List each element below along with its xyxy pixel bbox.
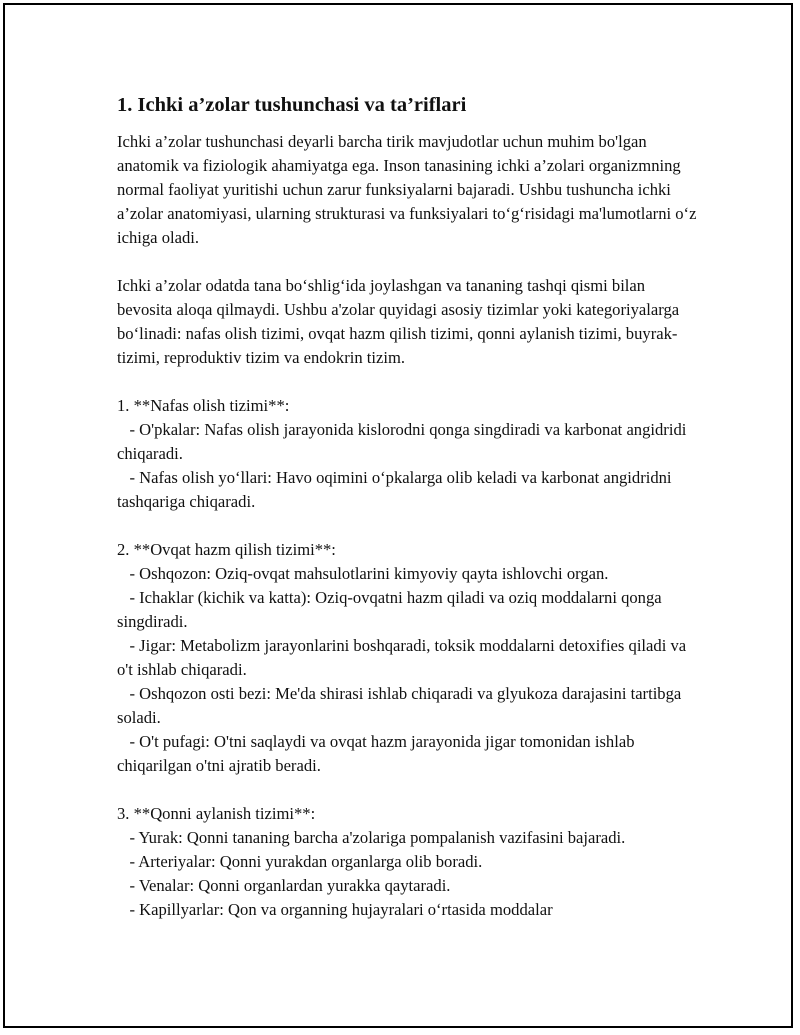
list-item: - O't pufagi: O'tni saqlaydi va ovqat hazm jarayonida jigar tomonidan ishlab chiqarilgan o'tni ajratib beradi.: [117, 732, 639, 775]
document-body: [117, 92, 697, 946]
list-item: - Venalar: Qonni organlardan yurakka qaytaradi.: [117, 876, 451, 895]
section-respiratory: [117, 394, 697, 514]
list-item: - Yurak: Qonni tananing barcha a'zolariga pompalanish vazifasini bajaradi.: [117, 828, 626, 847]
paragraph-intro: Ichki a’zolar tushunchasi deyarli barcha tirik mavjudotlar uchun muhim bo'lgan anatomik va fiziologik ahamiyatga ega. Inson tanasining ichki a’zolari organizmning normal faoliyat yuritishi uchun zarur funksiyalarni bajaradi. Ushbu tushuncha ichki a’zolar anatomiyasi, ularning strukturasi va funksiyalari to‘g‘risidagi ma'lumotlarni o‘z ichiga oladi.: [117, 132, 697, 247]
list-item: - Nafas olish yo‘llari: Havo oqimini o‘pkalarga olib keladi va karbonat angidridni tashqariga chiqaradi.: [117, 468, 676, 511]
section-digestive: [117, 538, 697, 778]
section-heading: 3. **Qonni aylanish tizimi**:: [117, 804, 316, 823]
document-title: 1. Ichki a’zolar tushunchasi va ta’riflari: [117, 94, 467, 116]
paragraph-categories: Ichki a’zolar odatda tana bo‘shlig‘ida joylashgan va tananing tashqi qismi bilan bevosita aloqa qilmaydi. Ushbu a'zolar quyidagi asosiy tizimlar yoki kategoriyalarga bo‘linadi: nafas olish tizimi, ovqat hazm qilish tizimi, qonni aylanish tizimi, buyrak-tizimi, reproduktiv tizim va endokrin tizim.: [117, 276, 680, 367]
list-item: - Jigar: Metabolizm jarayonlarini boshqaradi, toksik moddalarni detoxifies qiladi va o't ishlab chiqaradi.: [117, 636, 691, 679]
list-item: - Arteriyalar: Qonni yurakdan organlarga olib boradi.: [117, 852, 483, 871]
list-item: - Oshqozon: Oziq-ovqat mahsulotlarini kimyoviy qayta ishlovchi organ.: [117, 564, 609, 583]
section-circulatory: [117, 802, 697, 922]
list-item: - Oshqozon osti bezi: Me'da shirasi ishlab chiqaradi va glyukoza darajasini tartibga soladi.: [117, 684, 686, 727]
section-heading: 1. **Nafas olish tizimi**:: [117, 396, 290, 415]
section-heading: 2. **Ovqat hazm qilish tizimi**:: [117, 540, 336, 559]
list-item: - Ichaklar (kichik va katta): Oziq-ovqatni hazm qiladi va oziq moddalarni qonga singdiradi.: [117, 588, 666, 631]
list-item: - Kapillyarlar: Qon va organning hujayralari o‘rtasida moddalar: [117, 900, 553, 919]
list-item: - O'pkalar: Nafas olish jarayonida kislorodni qonga singdiradi va karbonat angidridi chiqaradi.: [117, 420, 691, 463]
